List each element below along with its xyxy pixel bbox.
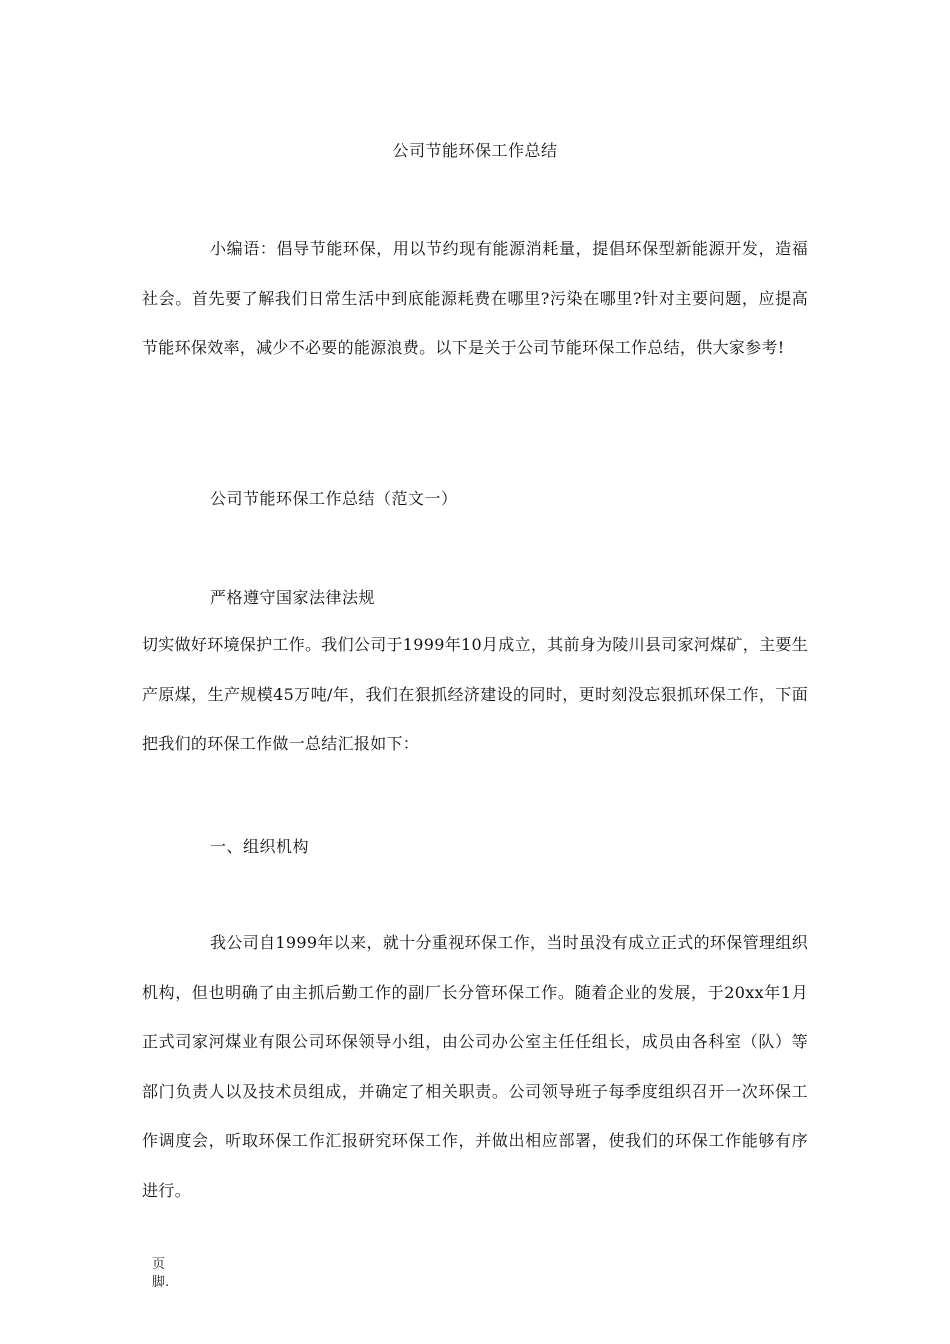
page-footer — [152, 1256, 169, 1292]
page-title: 公司节能环保工作总结 — [392, 141, 558, 160]
section-title: 公司节能环保工作总结（范文一） — [210, 489, 458, 508]
body-paragraph-2: 我公司自1999年以来，就十分重视环保工作，当时虽没有成立正式的环保管理组织机构，但也明确了由主抓后勤工作的副厂长分管环保工作。随着企业的发展，于20xx年1月正式司家河煤业有限公司环保领导小组，由公司办公室主任任组长，成员由各科室（队）等部门负责人以及技术员组成，并确定了相关职责。公司领导班子每季度组织召开一次环保工作调度会，听取环保工作汇报研究环保工作，并做出相应部署，使我们的环保工作能够有序进行。 — [142, 933, 808, 1200]
footer-line-2: 脚. — [152, 1275, 170, 1290]
subheading: 严格遵守国家法律法规 — [210, 588, 376, 607]
body-paragraph-1: 切实做好环境保护工作。我们公司于1999年10月成立，其前身为陵川县司家河煤矿，主要生产原煤，生产规模45万吨/年，我们在狠抓经济建设的同时，更时刻没忘狠抓环保工作，下面把我们的环保工作做一总结汇报如下： — [142, 635, 808, 753]
footer-line-1: 页 — [152, 1257, 166, 1272]
intro-paragraph: 小编语：倡导节能环保，用以节约现有能源消耗量，提倡环保型新能源开发，造福社会。首先要了解我们日常生活中到底能源耗费在哪里?污染在哪里?针对主要问题，应提高节能环保效率，减少不必要的能源浪费。以下是关于公司节能环保工作总结，供大家参考! — [142, 239, 808, 357]
heading-organization: 一、组织机构 — [210, 837, 310, 856]
